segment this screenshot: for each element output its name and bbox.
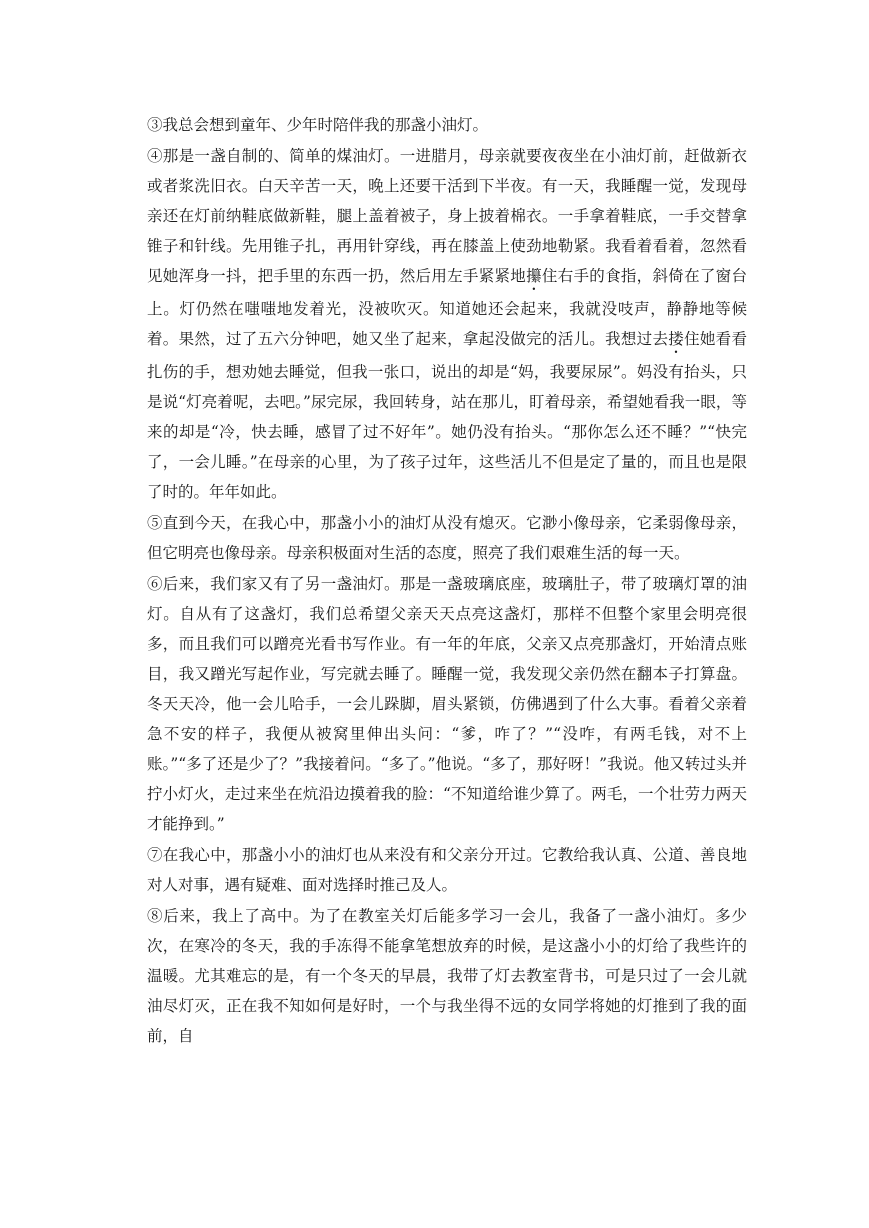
paragraph-7 <box>147 840 747 900</box>
paragraph-8-text: ⑧后来，我上了高中。为了在教室关灯后能多学习一会儿，我备了一盏小油灯。多少次，在寒冷的冬天，我的手冻得不能拿笔想放弃的时候，是这盏小小的灯给了我些许的温暖。尤其难忘的是，有一个冬天的早晨，我带了灯去教室背书，可是只过了一会儿就油尽灯灭，正在我不知如何是好时，一个与我坐得不远的女同学将她的灯推到了我的面前，自 <box>147 907 747 1045</box>
essay-body <box>147 110 747 1052</box>
paragraph-5-text: ⑤直到今天，在我心中，那盏小小的油灯从没有熄灭。它渺小像母亲，它柔弱像母亲，但它明亮也像母亲。母亲积极面对生活的态度，照亮了我们艰难生活的每一天。 <box>147 514 747 562</box>
paragraph-7-text: ⑦在我心中，那盏小小的油灯也从来没有和父亲分开过。它教给我认真、公道、善良地对人对事，遇有疑难、面对选择时推己及人。 <box>147 846 747 894</box>
paragraph-8 <box>147 901 747 1051</box>
emphasized-char-zuan: 攥 <box>526 267 542 285</box>
paragraph-6-text: ⑥后来，我们家又有了另一盏油灯。那是一盏玻璃底座，玻璃肚子，带了玻璃灯罩的油灯。自从有了这盏灯，我们总希望父亲天天点亮这盏灯，那样不但整个家里会明亮很多，而且我们可以蹭亮光看书写作业。有一年的年底，父亲又点亮那盏灯，开始清点账目，我又蹭光写起作业，写完就去睡了。睡醒一觉，我发现父亲仍然在翻本子打算盘。冬天天冷，他一会儿哈手，一会儿跺脚，眉头紧锁，仿佛遇到了什么大事。看着父亲着急不安的样子，我便从被窝里伸出头问：“爹，咋了？”“没咋，有两毛钱，对不上账。”“多了还是少了？”我接着问。“多了。”他说。“多了，那好呀！”我说。他又转过头并拧小灯火，走过来坐在炕沿边摸着我的脸：“不知道给谁少算了。两毛，一个壮劳力两天才能挣到。” <box>147 575 747 833</box>
paragraph-4-text-part2: 住右手的食指，斜倚在了窗台上。灯仍然在嗤嗤地发着光，没被吹灭。知道她还会起来，我就没吱声，静静地等候着。果然，过了五六分钟吧，她又坐了起来，拿起没做完的活儿。我想过去 <box>147 267 747 348</box>
paragraph-5 <box>147 508 747 568</box>
paragraph-3-text: ③我总会想到童年、少年时陪伴我的那盏小油灯。 <box>147 116 489 134</box>
emphasized-char-lou: 搂 <box>668 330 685 348</box>
paragraph-3 <box>147 110 747 140</box>
paragraph-6 <box>147 569 747 839</box>
paragraph-4 <box>147 141 747 507</box>
paragraph-4-text-part3: 住她看看扎伤的手，想劝她去睡觉，但我一张口，说出的却是“妈，我要尿尿”。妈没有抬头，只是说“灯亮着呢，去吧。”尿完尿，我回转身，站在那儿，盯着母亲，希望她看我一眼，等来的却是“冷，快去睡，感冒了过不好年”。她仍没有抬头。“那你怎么还不睡？”“快完了，一会儿睡。”在母亲的心里，为了孩子过年，这些活儿不但是定了量的，而且也是限了时的。年年如此。 <box>147 330 747 501</box>
paragraph-4-text-part1: ④那是一盏自制的、简单的煤油灯。一进腊月，母亲就要夜夜坐在小油灯前，赶做新衣或者浆洗旧衣。白天辛苦一天，晚上还要干活到下半夜。有一天，我睡醒一觉，发现母亲还在灯前纳鞋底做新鞋，腿上盖着被子，身上披着棉衣。一手拿着鞋底，一手交替拿锥子和针线。先用锥子扎，再用针穿线，再在膝盖上使劲地勒紧。我看着看着，忽然看见她浑身一抖，把手里的东西一扔，然后用左手紧紧地 <box>147 147 747 285</box>
